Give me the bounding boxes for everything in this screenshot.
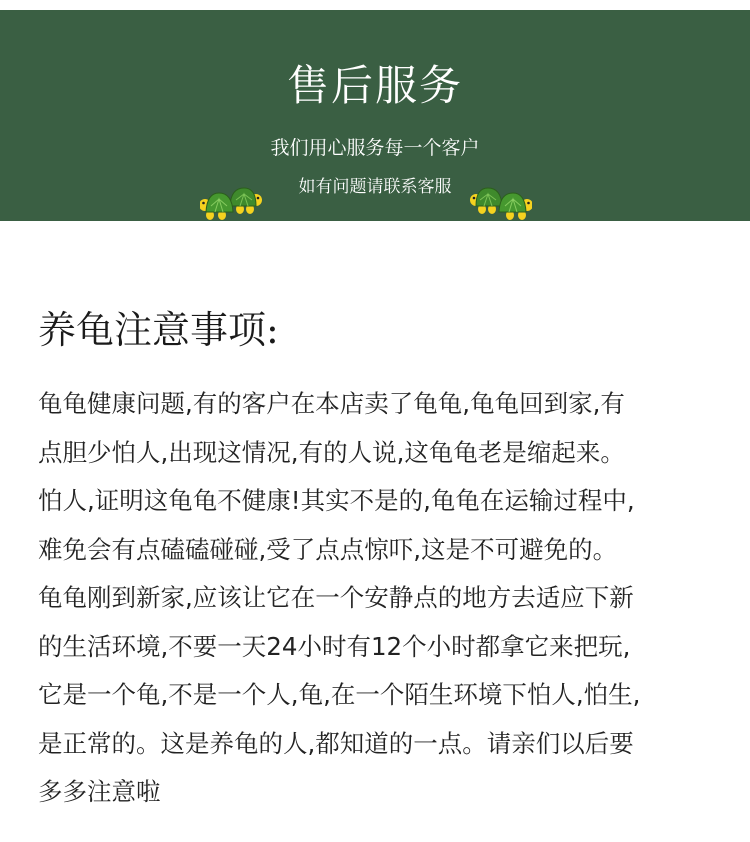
banner-subtitle: 我们用心服务每一个客户 [270, 137, 480, 159]
turtles-icon [470, 182, 532, 224]
notice-line: 怕人,证明这龟龟不健康!其实不是的,龟龟在运输过程中, [38, 486, 635, 515]
notice-line: 它是一个龟,不是一个人,龟,在一个陌生环境下怕人,怕生, [38, 680, 641, 709]
notice-line: 的生活环境,不要一天24小时有12个小时都拿它来把玩, [38, 631, 631, 661]
turtles-icon [200, 182, 262, 224]
notice-line: 难免会有点磕磕碰碰,受了点点惊吓,这是不可避免的。 [38, 534, 618, 564]
notice-line: 龟龟刚到新家,应该让它在一个安静点的地方去适应下新 [38, 583, 634, 612]
notice-title: 养龟注意事项: [38, 308, 279, 352]
notice-line: 是正常的。这是养龟的人,都知道的一点。请亲们以后要 [38, 728, 634, 758]
notice-line: 多多注意啦 [38, 777, 161, 806]
banner-contact-text: 如有问题请联系客服 [298, 177, 452, 197]
notice-body [38, 380, 728, 817]
banner-title: 售后服务 [286, 61, 463, 110]
after-sales-banner [0, 10, 750, 221]
notice-line: 点胆少怕人,出现这情况,有的人说,这龟龟老是缩起来。 [38, 437, 625, 467]
notice-line: 龟龟健康问题,有的客户在本店卖了龟龟,龟龟回到家,有 [38, 389, 625, 418]
